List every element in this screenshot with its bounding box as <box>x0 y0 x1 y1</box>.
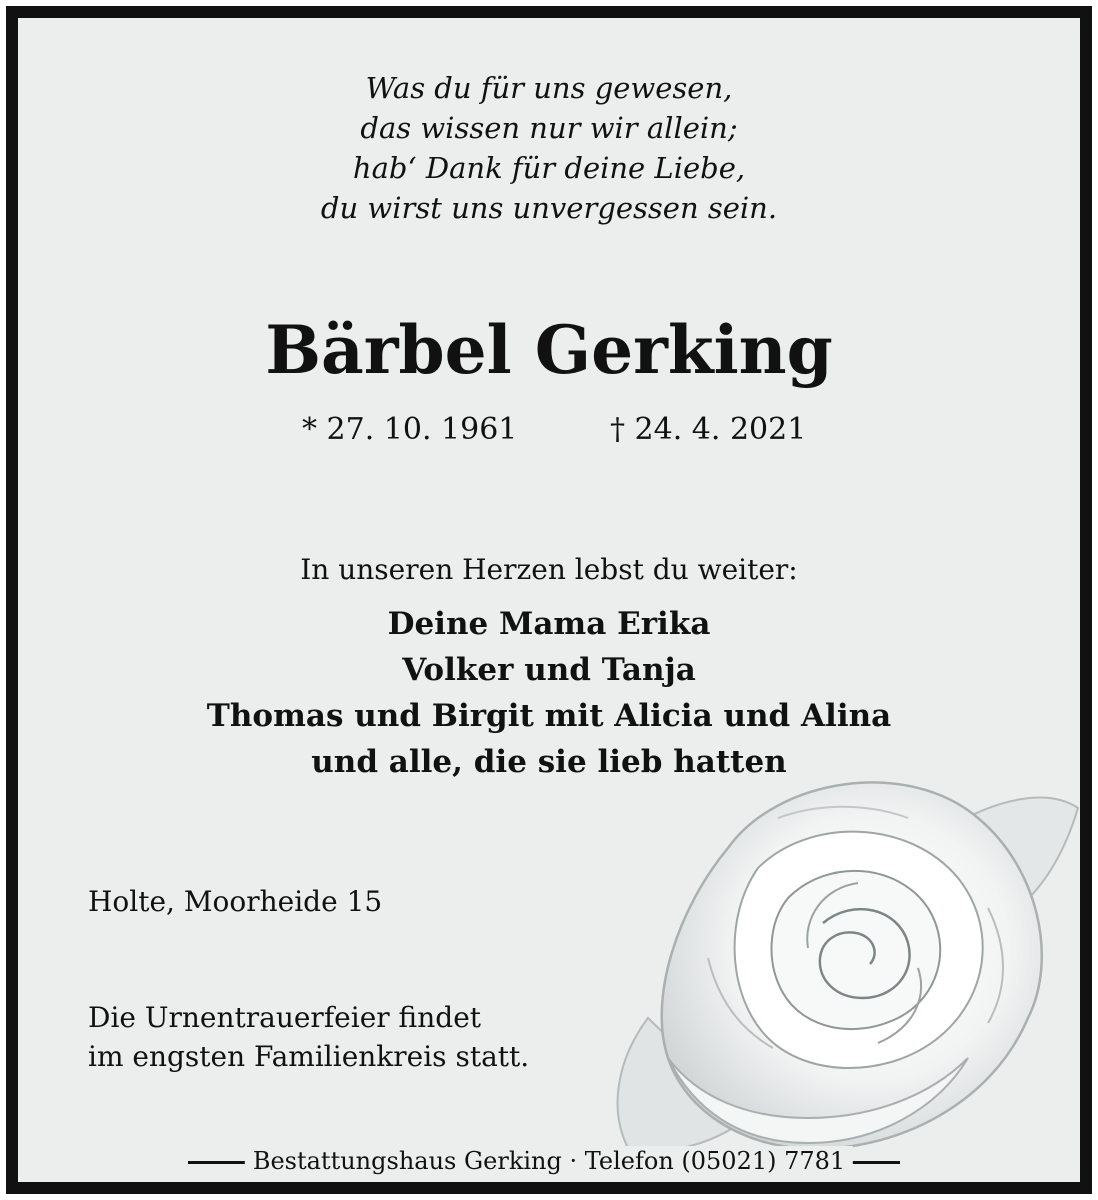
poem-line: du wirst uns unvergessen sein. <box>320 191 778 225</box>
white-rose-icon <box>608 758 1092 1178</box>
ceremony-line: Die Urnentrauerfeier findet <box>88 1001 482 1034</box>
address: Holte, Moorheide 15 <box>88 885 383 918</box>
mourner-line: Thomas und Birgit mit Alicia und Alina <box>206 698 892 734</box>
obituary-notice <box>6 6 1092 1194</box>
deceased-name: Bärbel Gerking <box>265 311 833 389</box>
ceremony-line: im engsten Familienkreis statt. <box>88 1040 530 1073</box>
birth-date: * 27. 10. 1961 <box>302 412 518 447</box>
poem-line: Was du für uns gewesen, <box>365 71 733 105</box>
mourners-intro: In unseren Herzen lebst du weiter: <box>300 553 798 586</box>
mourner-line: Deine Mama Erika <box>387 606 711 642</box>
footer <box>18 1146 1080 1176</box>
funeral-home-contact: Bestattungshaus Gerking · Telefon (05021) 7781 <box>245 1146 853 1176</box>
mourner-line: und alle, die sie lieb hatten <box>311 744 787 780</box>
poem-line: hab‘ Dank für deine Liebe, <box>352 151 746 185</box>
memorial-poem <box>18 68 1080 228</box>
poem-line: das wissen nur wir allein; <box>360 111 738 145</box>
mourner-line: Volker und Tanja <box>402 652 696 688</box>
ceremony-note <box>88 998 529 1076</box>
death-date: † 24. 4. 2021 <box>610 412 807 447</box>
